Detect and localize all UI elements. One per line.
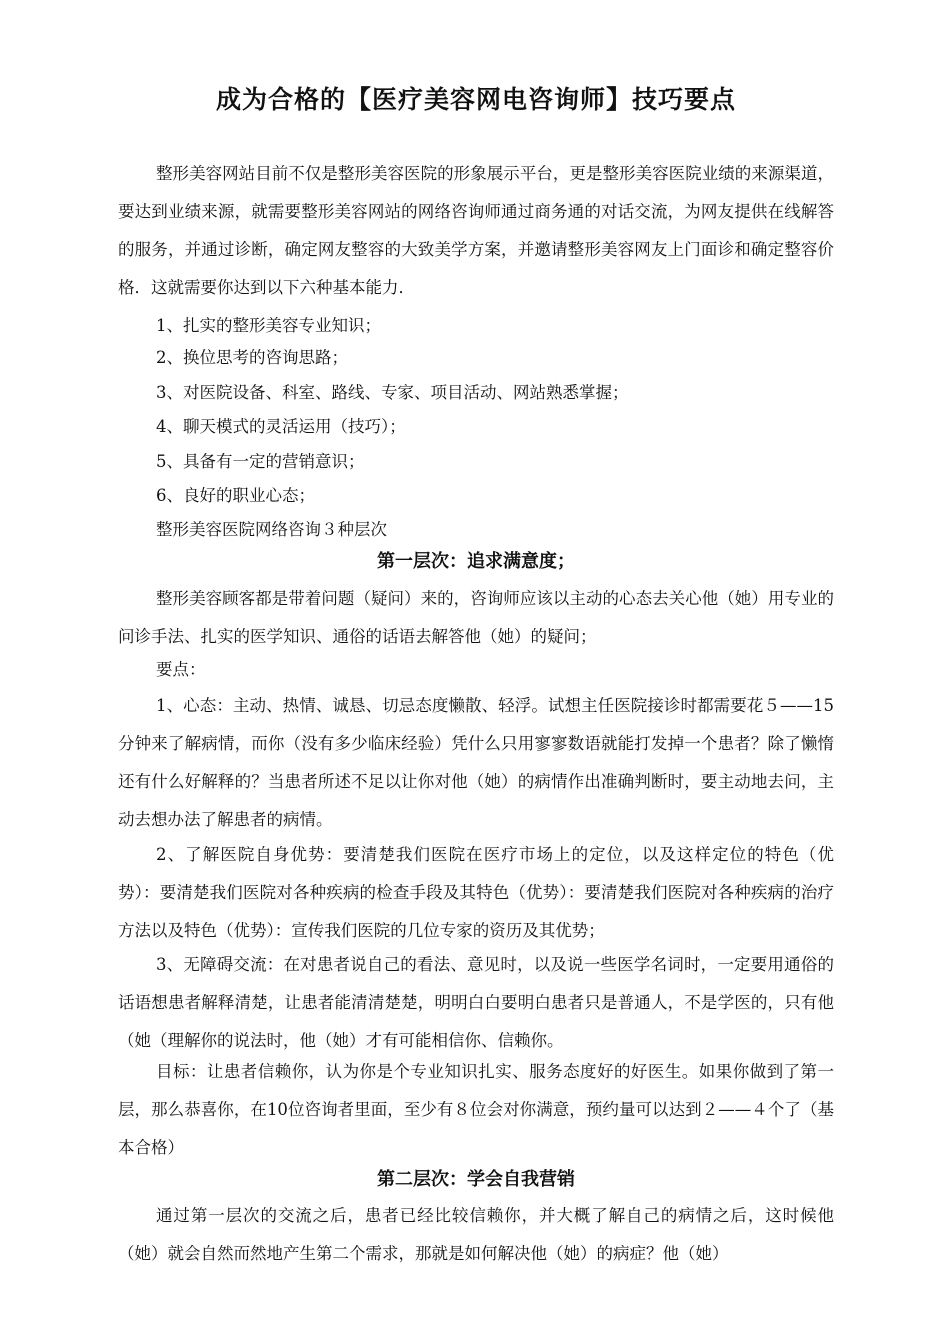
ability-item-3: 3、对医院设备、科室、路线、专家、项目活动、网站熟悉掌握； [156,383,629,402]
ability-item-4: 4、聊天模式的灵活运用（技巧）； [156,417,406,436]
point-1-paragraph: 1、心态：主动、热情、诚恳、切忌态度懒散、轻浮。试想主任医院接诊时都需要花５——15分钟来了解病情，而你（没有多少临床经验）凭什么只用寥寥数语就能打发掉一个患者？除了懒惰还有什么好解释的？当患者所述不足以让你对他（她）的病情作出准确判断时，要主动地去问，主动去想办法了解患者的病情。 [118,696,834,829]
point-2-paragraph: 2、了解医院自身优势：要清楚我们医院在医疗市场上的定位，以及这样定位的特色（优势）：要清楚我们医院对各种疾病的检查手段及其特色（优势）：要清楚我们医院对各种疾病的治疗方法以及特色（优势）：宣传我们医院的几位专家的资历及其优势； [118,845,834,940]
levels-intro: 整形美容医院网络咨询３种层次 [156,520,387,539]
goal-paragraph: 目标：让患者信赖你，认为你是个专业知识扎实、服务态度好的好医生。如果你做到了第一层，那么恭喜你，在10位咨询者里面，至少有８位会对你满意，预约量可以达到２——４个了（基本合格） [118,1062,834,1157]
level1-description: 整形美容顾客都是带着问题（疑问）来的，咨询师应该以主动的心态去关心他（她）用专业的问诊手法、扎实的医学知识、通俗的话语去解答他（她）的疑问； [118,589,834,646]
ability-item-5: 5、具备有一定的营销意识； [156,452,365,471]
point-3-paragraph: 3、无障碍交流：在对患者说自己的看法、意见时，以及说一些医学名词时，一定要用通俗的话语想患者解释清楚，让患者能清清楚楚，明明白白要明白患者只是普通人，不是学医的，只有他（她（理解你的说法时，他（她）才有可能相信你、信赖你。 [118,955,834,1050]
ability-item-1: 1、扎实的整形美容专业知识； [156,316,381,335]
ability-item-6: 6、良好的职业心态； [156,486,315,505]
document-title: 成为合格的【医疗美容网电咨询师】技巧要点 [215,85,736,114]
intro-paragraph: 整形美容网站目前不仅是整形美容医院的形象展示平台，更是整形美容医院业绩的来源渠道，要达到业绩来源，就需要整形美容网站的网络咨询师通过商务通的对话交流，为网友提供在线解答的服务，并通过诊断，确定网友整容的大致美学方案，并邀请整形美容网友上门面诊和确定整容价格．这就需要你达到以下六种基本能力． [118,164,834,297]
level2-heading: 第二层次：学会自我营销 [377,1169,575,1190]
level1-heading: 第一层次：追求满意度； [377,551,575,572]
level2-description: 通过第一层次的交流之后，患者已经比较信赖你，并大概了解自己的病情之后，这时候他（她）就会自然而然地产生第二个需求，那就是如何解决他（她）的病症？他（她） [118,1206,834,1263]
points-label: 要点： [156,660,206,679]
ability-item-2: 2、换位思考的咨询思路； [156,348,348,367]
